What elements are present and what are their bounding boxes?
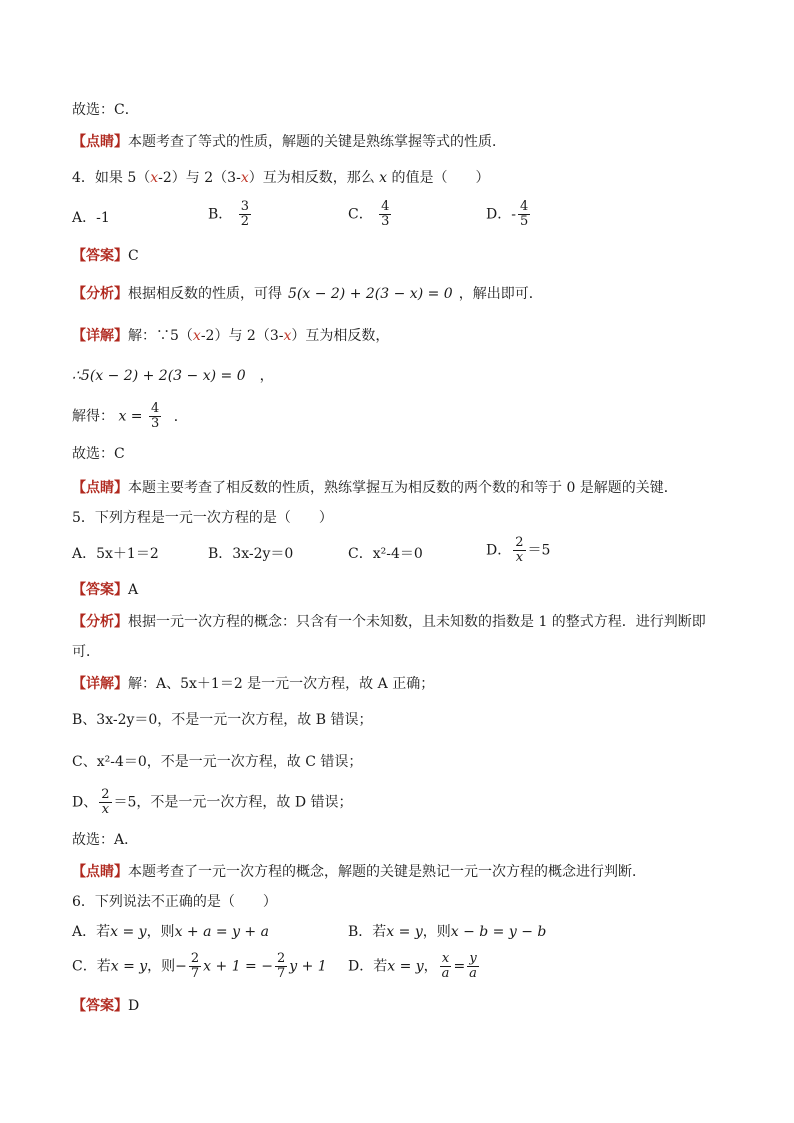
q6-option-a (72, 922, 269, 942)
q5-option-c-text: C．x²-4＝0 (348, 546, 423, 562)
q4-solve (72, 402, 188, 431)
q6-option-d-eq: = (453, 958, 466, 975)
detail-c-text: C、x²-4＝0，不是一元一次方程，故 C 错误； (72, 754, 363, 770)
numerator: 2 (515, 535, 524, 550)
analysis-tag: 【分析】 (72, 614, 128, 630)
q5-option-d (486, 536, 550, 565)
choose-line-q3 (72, 100, 139, 120)
note-text: 本题考查了一元一次方程的概念，解题的关键是熟记一元一次方程的概念进行判断． (128, 864, 646, 880)
choose-text: 故选：A． (72, 832, 139, 848)
q6-question-text: 6．下列说法不正确的是（ ） (72, 894, 277, 910)
q6-option-c-mid2: x + 1 = − (203, 958, 273, 975)
question-4 (72, 168, 490, 188)
q5-analysis (72, 612, 706, 632)
q6-option-b-pre: B．若 (348, 924, 387, 940)
q6-option-c-pre: C．若 (72, 958, 111, 975)
question-5 (72, 508, 333, 528)
q6-option-c (72, 952, 327, 981)
q5-option-d-fraction (513, 536, 525, 565)
denominator: 3 (381, 214, 390, 229)
q6-option-d (348, 952, 481, 981)
q6-option-c-fraction-1 (189, 952, 201, 981)
q6-option-c-fraction-2 (275, 952, 287, 981)
denominator: 7 (190, 966, 200, 981)
q4-option-d-label: D．- (486, 206, 516, 223)
q6-option-d-cond: x = y (387, 958, 424, 975)
detail-tag: 【详解】 (72, 676, 128, 692)
numerator: 4 (150, 401, 160, 416)
choose-text: 故选：C． (72, 102, 139, 118)
answer-value: D (128, 998, 140, 1014)
q5-question-text: 5．下列方程是一元一次方程的是（ ） (72, 510, 333, 526)
q6-option-c-tail: y + 1 (289, 958, 327, 975)
detail-d-pre: D、 (72, 794, 98, 811)
answer-tag: 【答案】 (72, 582, 128, 598)
q5-detail-d (72, 788, 353, 817)
q4-option-c-label: C． (348, 206, 373, 223)
analysis-text-cont: 可． (72, 644, 100, 660)
detail-pre: 解：∵5（ (128, 328, 193, 344)
q5-detail-b (72, 710, 373, 730)
numerator: 4 (381, 199, 390, 214)
denominator: x (515, 550, 524, 565)
q6-option-a-pre: A．若 (72, 924, 111, 940)
detail-post: ）互为相反数， (291, 328, 390, 344)
detail-d-fraction (99, 788, 111, 817)
q5-option-b-text: B．3x-2y＝0 (208, 546, 294, 562)
note-text: 本题主要考查了相反数的性质，熟练掌握互为相反数的两个数的和等于 0 是解题的关键． (128, 480, 678, 496)
denominator: 7 (276, 966, 286, 981)
q5-option-d-post: ＝5 (527, 542, 551, 559)
q6-option-b-mid: ，则 (422, 924, 451, 940)
q4-var-x3: x (379, 170, 388, 186)
answer-tag: 【答案】 (72, 998, 128, 1014)
q4-detail (72, 326, 389, 346)
denominator: 3 (150, 416, 160, 431)
q6-option-d-pre: D．若 (348, 958, 388, 975)
note-tag: 【点睛】 (72, 864, 128, 880)
q6-option-d-mid: ， (423, 958, 438, 975)
detail-d-post: ＝5，不是一元一次方程，故 D 错误； (113, 794, 353, 811)
denominator: x (101, 802, 110, 817)
numerator: y (469, 951, 477, 966)
q4-option-c (348, 200, 393, 229)
q4-option-b (208, 200, 253, 229)
answer-tag: 【答案】 (72, 248, 128, 264)
note-text: 本题考查了等式的性质，解题的关键是熟练掌握等式的性质． (128, 134, 506, 150)
numerator: 2 (276, 951, 286, 966)
answer-value: C (128, 248, 139, 264)
q4-var-x2: x (240, 170, 249, 186)
q4-option-d (486, 200, 532, 229)
denominator: a (469, 966, 477, 981)
numerator: 4 (519, 199, 529, 214)
q5-option-b (208, 544, 293, 564)
denominator: 5 (519, 214, 529, 229)
q6-option-b-cond: x = y (386, 924, 423, 940)
q6-option-a-cond: x = y (110, 924, 147, 940)
note-tag: 【点睛】 (72, 480, 128, 496)
q4-note (72, 478, 678, 498)
q5-detail-c (72, 752, 362, 772)
q5-option-d-label: D． (486, 542, 512, 559)
analysis-pre: 根据相反数的性质，可得 (128, 286, 282, 302)
q4-mid2: ）互为相反数，那么 (248, 170, 380, 186)
q6-option-c-cond: x = y (110, 958, 148, 975)
q5-detail-a (72, 674, 434, 694)
answer-value: A (128, 582, 139, 598)
analysis-post: ，解出即可． (458, 286, 543, 302)
numerator: 2 (190, 951, 200, 966)
numerator: 3 (240, 199, 250, 214)
q4-option-c-fraction (379, 200, 391, 229)
q5-option-a (72, 544, 159, 564)
q4-therefore (72, 366, 274, 386)
q4-analysis (72, 284, 543, 304)
solve-pre: 解得： (72, 408, 114, 425)
denominator: a (441, 966, 450, 981)
q4-option-d-fraction (518, 200, 530, 229)
detail-a-text: 解：A、5x＋1＝2 是一元一次方程，故 A 正确； (128, 676, 435, 692)
q6-option-b-result: x − b = y − b (450, 924, 547, 940)
q4-answer (72, 246, 139, 266)
note-tag: 【点睛】 (72, 134, 128, 150)
therefore-equation: ∴5(x − 2) + 2(3 − x) = 0 (72, 368, 246, 384)
q4-option-b-label: B． (208, 206, 233, 223)
q6-option-b (348, 922, 546, 942)
q5-analysis-cont (72, 642, 100, 662)
detail-var-x1: x (192, 328, 201, 344)
analysis-equation: 5(x − 2) + 2(3 − x) = 0 (288, 286, 453, 302)
q4-mid1: -2）与 2（3- (158, 170, 241, 186)
q6-option-d-fraction-2 (467, 952, 479, 981)
q4-option-b-fraction (239, 200, 251, 229)
numerator: x (441, 951, 450, 966)
q4-option-a (72, 208, 110, 228)
note-line-q3 (72, 132, 506, 152)
analysis-tag: 【分析】 (72, 286, 128, 302)
detail-mid: -2）与 2（3- (200, 328, 284, 344)
denominator: 2 (240, 214, 250, 229)
q6-option-a-result: x + a = y + a (174, 924, 269, 940)
detail-tag: 【详解】 (72, 328, 128, 344)
q6-answer (72, 996, 139, 1016)
analysis-text: 根据一元一次方程的概念：只含有一个未知数，且未知数的指数是 1 的整式方程．进行判断即 (128, 614, 706, 630)
q5-choose (72, 830, 138, 850)
q6-option-c-mid: ，则 (147, 958, 176, 975)
solve-var: x = (118, 408, 143, 425)
q4-choose (72, 444, 125, 464)
detail-var-x2: x (283, 328, 292, 344)
solve-post: ． (173, 408, 188, 425)
q4-var-x1: x (150, 170, 159, 186)
q5-option-c (348, 544, 423, 564)
q6-option-d-fraction-1 (440, 952, 452, 981)
q4-suffix: 的值是（ ） (387, 170, 490, 186)
therefore-post: ， (259, 368, 274, 384)
numerator: 2 (101, 787, 110, 802)
q6-option-c-neg: − (175, 958, 187, 975)
q4-option-a-text: A．-1 (72, 210, 110, 226)
q5-answer (72, 580, 138, 600)
choose-text: 故选：C (72, 446, 125, 462)
q4-prefix: 4．如果 5（ (72, 170, 151, 186)
detail-b-text: B、3x-2y＝0，不是一元一次方程，故 B 错误； (72, 712, 373, 728)
solve-fraction (149, 402, 161, 431)
q6-option-a-mid: ，则 (146, 924, 175, 940)
q5-option-a-text: A．5x＋1＝2 (72, 546, 159, 562)
q5-note (72, 862, 646, 882)
question-6 (72, 892, 277, 912)
